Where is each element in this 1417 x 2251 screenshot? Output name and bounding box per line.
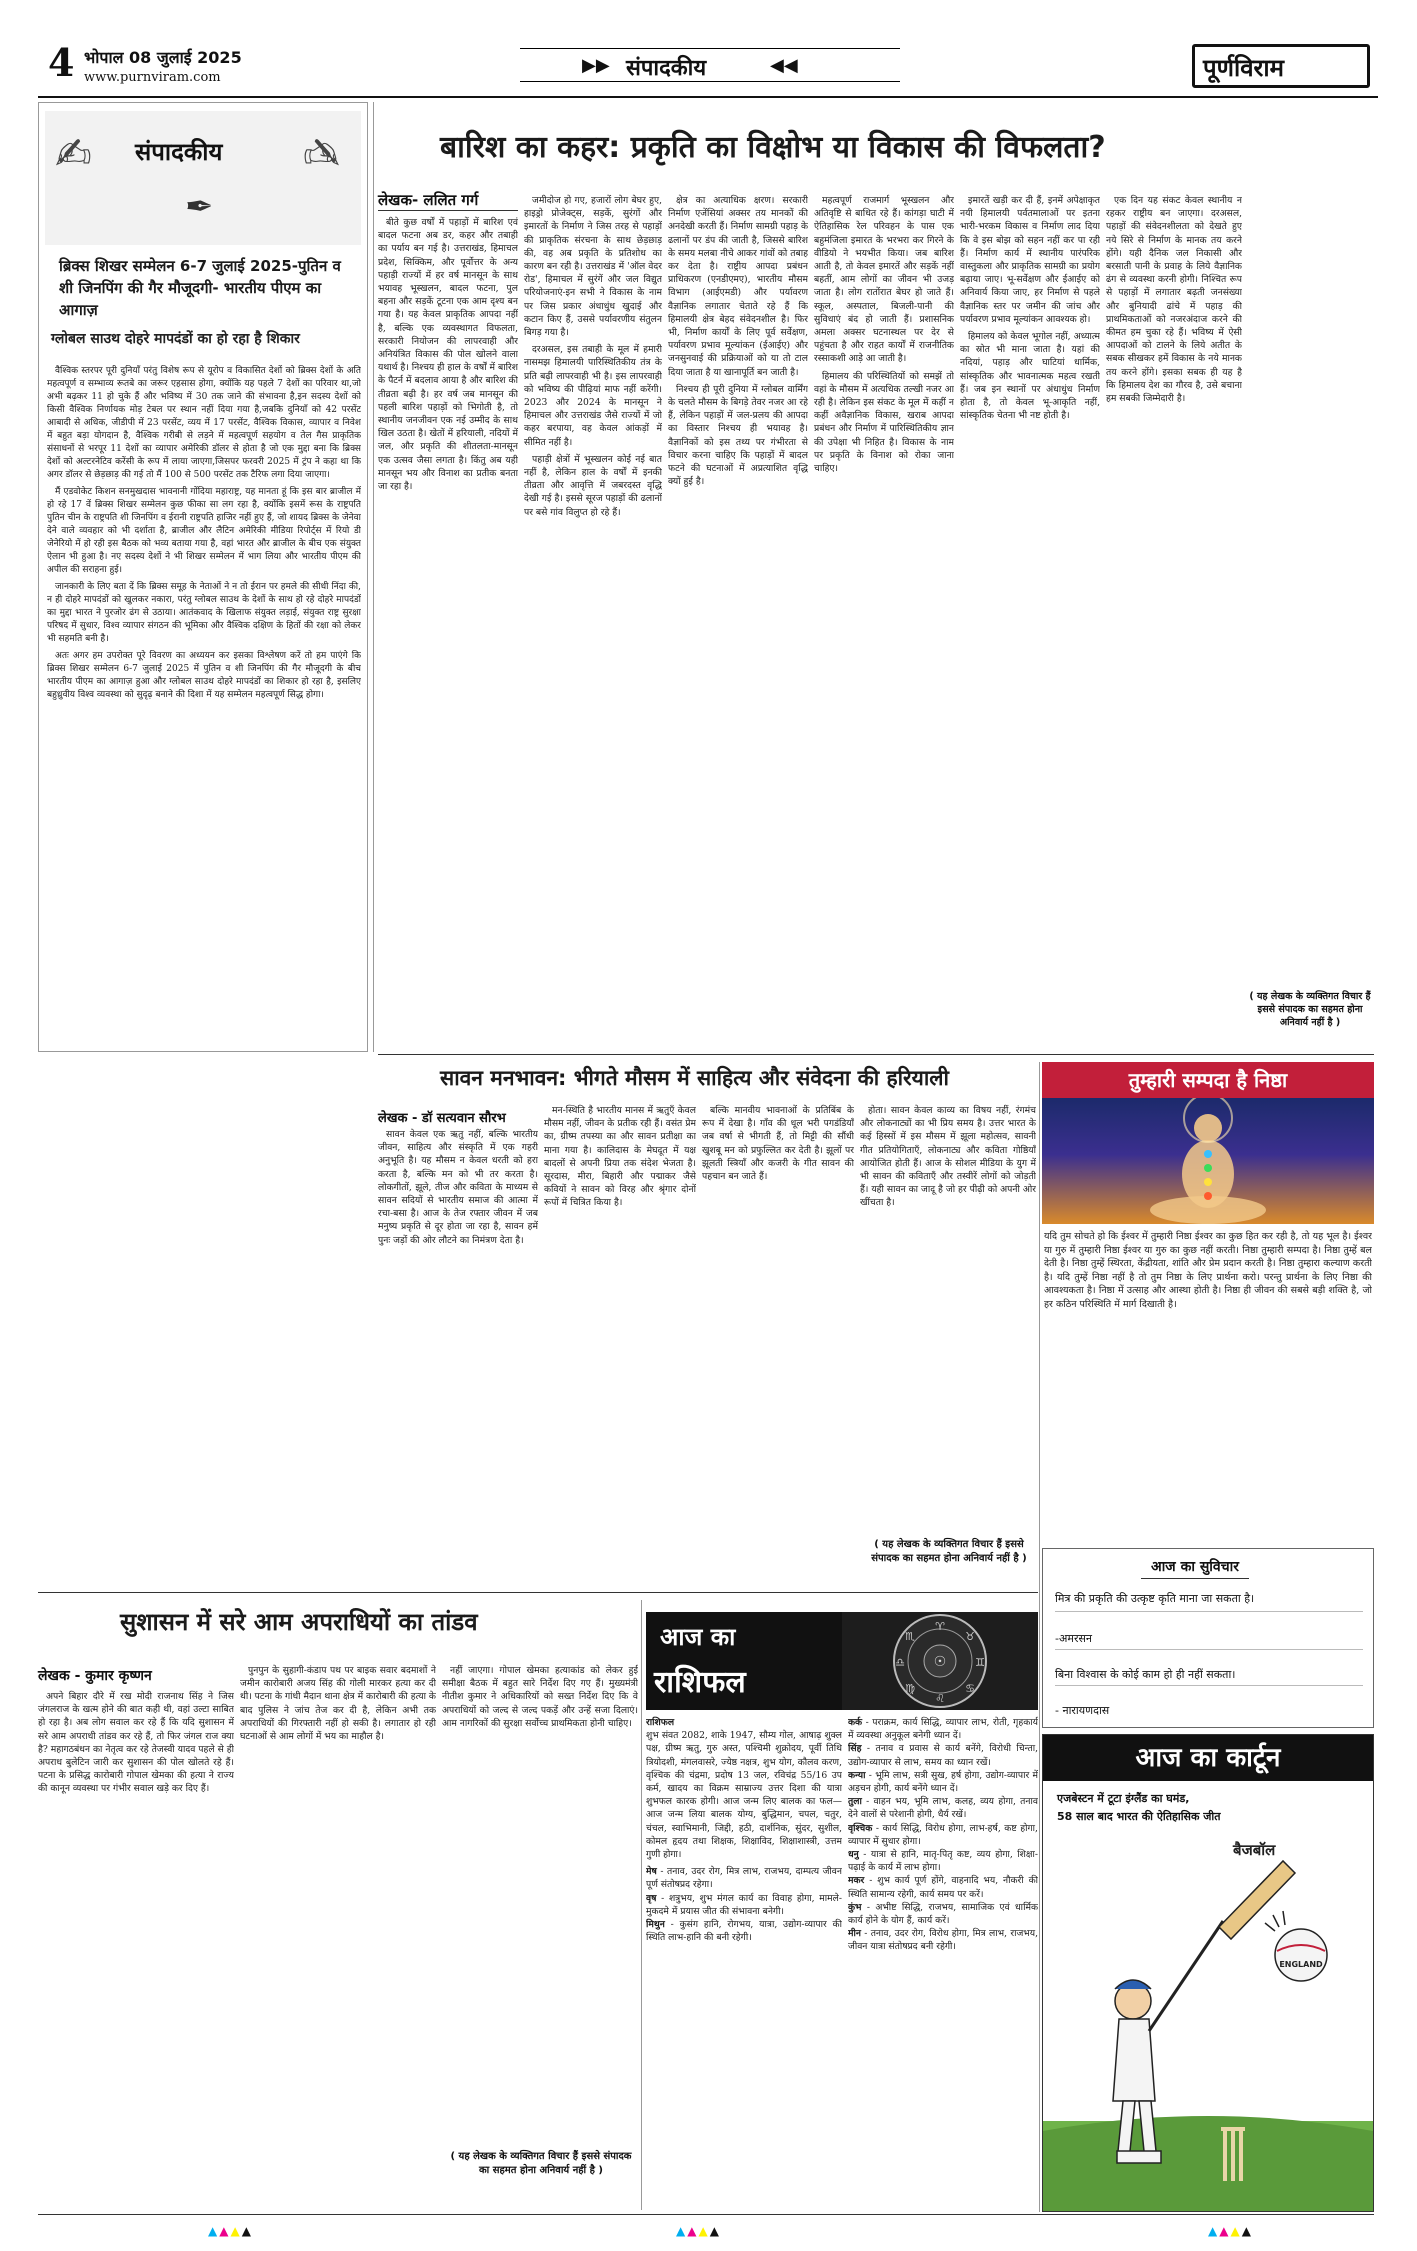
cartoon-illustration <box>1043 1831 1373 2211</box>
cartoon-title: आज का कार्टून <box>1043 1735 1373 1781</box>
promo-title: तुम्हारी सम्पदा है निष्ठा <box>1042 1062 1374 1098</box>
rashi-text: यात्रा से हानि, मातृ-पितृ कष्ट, व्यय होगा, शिक्षा-पढ़ाई के कार्य में लाभ होगा। <box>848 1849 1038 1874</box>
section-rule <box>38 1592 1038 1593</box>
footer-color-marks: ▲▲▲▲ <box>1208 2224 1253 2238</box>
third-disclaimer: ( यह लेखक के व्यक्तिगत विचार हैं इससे संपादक का सहमत होना अनिवार्य नहीं है ) <box>450 2151 632 2176</box>
rashi-text: अभीष्ट सिद्धि, राजभय, सामाजिक एवं धार्मिक कार्य होने के योग हैं, कार्य करें। <box>848 1901 1038 1927</box>
meditation-figure-icon <box>1042 1098 1374 1224</box>
rashi-item: वृश्चिक - कार्य सिद्धि, विरोध होगा, लाभ-हर्ष, कष्ट होगा, व्यापार में सुधार होगा। <box>848 1822 1038 1847</box>
svg-text:♋: ♋ <box>965 1682 975 1695</box>
rashi-text: तनाव, उदर रोग, मित्र लाभ, राजभय, दाम्पत्य जीवन पूर्ण संतोषप्रद रहेगा। <box>646 1866 842 1891</box>
rashi-name: मीन <box>848 1928 861 1940</box>
lead-paragraph: एक दिन यह संकट केवल स्थानीय न रहकर राष्ट्रीय बन जाएगा। दरअसल, पहाड़ों की संवेदनशीलता को देखते हुए नये सिरे से निर्माण के मानक तय करने होंगे। यही दैनिक जल निकासी और बरसाती पानी के प्रवाह के लिये वैज्ञानिक ढंग से व्यवस्था करनी होगी। निश्चित रूप से पहाड़ों में लगातार बढ़ती जनसंख्या और बुनियादी ढांचे में पहाड़ की प्राथमिकताओं को नजरअंदाज करने की कीमत हम चुका रहे हैं। भविष्य में ऐसी आपदाओं को टालने के लिये अतीत के सबक सीखकर हमें विकास के नये मानक तय करने होंगे। इसका सबक ही यह है कि हिमालय देश का गौरव है, उसे बचाना हम सबकी जिम्मेदारी है। <box>1106 195 1242 405</box>
lead-column-4 <box>814 194 954 1046</box>
editorial-headline: ब्रिक्स शिखर सम्मेलन 6-7 जुलाई 2025-पुतिन व शी जिनपिंग की गैर मौजूदगी- भारतीय पीएम का आगाज़ <box>59 257 341 319</box>
editorial-box <box>38 102 368 1052</box>
rashi-item: कुंभ - अभीष्ट सिद्धि, राजभय, सामाजिक एवं धार्मिक कार्य होने के योग हैं, कार्य करें। <box>848 1901 1038 1927</box>
third-byline: लेखक - कुमार कृष्णन <box>38 1668 152 1684</box>
rashi-name: धनु <box>848 1849 859 1861</box>
rashi-text: भूमि लाभ, सत्री सुख, हर्ष होगा, उद्योग-व्यापार में अड़चन होगी, कार्य बनेंगे ध्यान दें। <box>848 1769 1038 1795</box>
rashi-name: तुला <box>848 1796 862 1808</box>
editorial-banner <box>45 111 361 245</box>
section-arrow <box>520 48 900 82</box>
masthead <box>0 0 1417 96</box>
editorial-paragraph: अतः अगर हम उपरोक्त पूरे विवरण का अध्ययन कर इसका विश्लेषण करें तो हम पाएंगे कि ब्रिक्स शिखर सम्मेलन 6-7 जुलाई 2025 में पुतिन व शी जिनपिंग की गैर मौजूदगी के बीच भारतीय पीएम का आगाज़ हुआ और ग्लोबल साउथ दोहरे मापदंडों का शिकार हो रहा है, इसलिए बहुध्रुवीय विश्व व्यवस्था को सुदृढ़ बनाने की दिशा में यह सम्मेलन महत्वपूर्ण सिद्ध होगा। <box>47 651 361 700</box>
lead-paragraph: महत्वपूर्ण राजमार्ग भूस्खलन और अतिवृष्टि से बाधित रहे हैं। कांगड़ा घाटी में ऐतिहासिक रेल परिवहन के पास एक बहुमंजिला इमारत के भरभरा कर गिरने के वीडियो ने भयभीत किया। जब बारिश आती है, तो केवल इमारतें और सड़कें नहीं बहतीं, आम लोगों का जीवन भी उजड़ जाता है। लोग रातोंरात बेघर हो जाते हैं। स्कूल, अस्पताल, बिजली-पानी की सुविधाएं बंद हो जाती हैं। प्रशासनिक अमला अक्सर घटनास्थल पर देर से पहुंचता है और राहत कार्यों में राजनीतिक रस्साकशी आड़े आ जाती है। <box>814 195 954 365</box>
rashi-item: मकर - शुभ कार्य पूर्ण होंगे, वाहनादि भय, नौकरी की स्थिति सामान्य रहेगी, कार्य समय पर करें। <box>848 1875 1038 1900</box>
rashi-name: कन्या <box>848 1769 866 1781</box>
rashifal-column-1 <box>646 1716 842 2206</box>
quote-rule <box>1055 1685 1363 1686</box>
rashi-text: तनाव व प्रवास से कार्य बनेंगे, विरोधी चिन्ता, उद्योग-व्यापार से लाभ, समय का ध्यान रखें। <box>848 1743 1038 1768</box>
zodiac-wheel <box>842 1612 1038 1710</box>
second-paragraph: होता। सावन केवल काव्य का विषय नहीं, रंगमंच और लोकनाट्यों का भी प्रिय समय है। उत्तर भारत के कई हिस्सों में इस मौसम में झूला महोत्सव, सावनी गीत प्रतियोगिताएँ, लोकनाट्य और कविता गोष्ठियाँ आयोजित होती हैं। आज के सोशल मीडिया के युग में भी सावन की कविताएँ और तस्वीरें लोगों को जोड़ती हैं। यही सावन का जादू है जो हर पीढ़ी को अपनी ओर खींचता है। <box>860 1105 1036 1209</box>
third-paragraph: पुनपुन के सुहागी-कंडाप पथ पर बाइक सवार बदमाशों ने जमीन कारोबारी अजय सिंह की गोली मारकर हत्या कर दी थी। पटना के गांधी मैदान थाना क्षेत्र में कारोबारी की हत्या के बाद पुलिस ने जांच तेज कर दी है, लेकिन अभी तक अपराधियों की गिरफ्तारी नहीं हो सकी है। लगातार हो रही घटनाओं से आम लोगों में भय का माहौल है। <box>240 1665 436 1743</box>
ink-pot-icon: ✒ <box>185 187 214 227</box>
quill-hand-icon: ✍ <box>55 129 92 180</box>
lead-column-2 <box>524 194 662 1046</box>
third-column-2 <box>240 1664 436 2206</box>
rashi-name: मिथुन <box>646 1919 665 1931</box>
rashifal-banner-line1: आज का <box>660 1623 736 1651</box>
quotes-box <box>1042 1548 1374 1728</box>
rashi-text: वाहन भय, भूमि लाभ, कलह, व्यय होगा, तनाव देने वालों से परेशानी होगी, धैर्य रखें। <box>848 1796 1038 1821</box>
rashifal-body: शुभ संवत 2082, शाके 1947, सौम्य गोल, आषाढ़ शुक्ल पक्ष, ग्रीष्म ऋतु, गुरु अस्त, पश्चिमी शुक्रोदय, पूर्वी तिथि त्रियोदशी, मंगलवासरे, ज्येष्ठ नक्षत्र, शुभ योग, कौलव करण, वृश्चिक की चंद्रमा, प्रदोष 13 जल, रविचंद्र 55/16 उप कर्म, खादय का विक्रम साम्राज्य उत्तर दिशा की यात्रा शुभफल कारक होगी। आज जन्म लिए बालक का फल— आज जन्म लिया बालक योग्य, बुद्धिमान, चपल, चतुर, चंचल, स्वाभिमानी, जिद्दी, हठी, दार्शनिक, सुंदर, सुशील, कोमल हृदय तथा शिक्षक, शिक्षाविद, शिक्षाशास्त्री, उत्तम गुणी होगा। <box>646 1730 842 1861</box>
footer-color-marks: ▲▲▲▲ <box>676 2224 721 2238</box>
rashi-text: शत्रुभय, शुभ मंगल कार्य का विवाह होगा, मामले-मुकदमे में प्रयास जीत की संभावना बनेगी। <box>646 1892 842 1917</box>
rashi-name: वृश्चिक <box>848 1822 873 1834</box>
column-rule <box>373 102 374 1052</box>
svg-text:♏: ♏ <box>905 1630 915 1643</box>
lead-byline-rule <box>378 210 518 211</box>
quote-rule <box>1055 1611 1363 1612</box>
second-disclaimer: ( यह लेखक के व्यक्तिगत विचार हैं इससे संपादक का सहमत होना अनिवार्य नहीं है ) <box>871 1539 1027 1564</box>
rashi-name: मकर <box>848 1875 865 1887</box>
quote-rule <box>1055 1649 1363 1650</box>
lead-column-6 <box>1106 194 1242 974</box>
third-headline: सुशासन में सरे आम अपराधियों का तांडव <box>120 1608 478 1636</box>
second-column-1 <box>378 1128 538 1588</box>
editorial-paragraph: जानकारी के लिए बता दें कि ब्रिक्स समूह के नेताओं ने न तो ईरान पर हमले की सीधी निंदा की, न ही दोहरे मापदंडों को खुलकर नकारा, परंतु ग्लोबल साउथ के देशों के साथ हो रहे दोहरे मापदंडों का मुद्दा भारत ने पुरजोर ढंग से उठाया। आतंकवाद के खिलाफ संयुक्त लड़ाई, संयुक्त राष्ट्र सुरक्षा परिषद में सुधार, विश्व व्यापार संगठन की भूमिका और वैश्विक दक्षिण के हितों की रक्षा को लेकर भी सहमति बनी है। <box>47 582 361 644</box>
masthead-rule <box>38 96 1378 98</box>
rashi-item: कन्या - भूमि लाभ, सत्री सुख, हर्ष होगा, उद्योग-व्यापार में अड़चन होगी, कार्य बनेंगे ध्यान दें। <box>848 1769 1038 1795</box>
svg-text:♈: ♈ <box>935 1620 945 1633</box>
rashifal-column-2 <box>848 1716 1038 2206</box>
column-rule <box>1039 1062 1040 2212</box>
quote-author: -अमरसन <box>1055 1632 1092 1645</box>
rashi-item: सिंह - तनाव व प्रवास से कार्य बनेंगे, विरोधी चिन्ता, उद्योग-व्यापार से लाभ, समय का ध्यान रखें। <box>848 1743 1038 1768</box>
section-title: संपादकीय <box>626 56 707 81</box>
second-column-3 <box>702 1104 854 1588</box>
svg-text:♎: ♎ <box>895 1656 905 1669</box>
footer-color-marks: ▲▲▲▲ <box>208 2224 253 2238</box>
rashi-text: कार्य सिद्धि, विरोध होगा, लाभ-हर्ष, कष्ट होगा, व्यापार में सुधार होगा। <box>848 1822 1038 1847</box>
quill-hand-icon: ✍ <box>303 129 340 180</box>
lead-column-3 <box>668 194 808 1046</box>
quote-text: मित्र की प्रकृति की उत्कृष्ट कृति माना जा सकता है। <box>1055 1592 1255 1605</box>
section-arrow-icon: ◀◀ <box>770 55 798 76</box>
lead-paragraph: हिमालय की परिस्थितियों को समझें तो वहां के मौसम में अत्यधिक तल्खी नजर आ रही है। लेकिन इस संकट के मूल में कहीं न कहीं अवैज्ञानिक विकास, खराब आपदा प्रबंधन और निर्माण में पारिस्थितिकीय ज्ञान की उपेक्षा भी निहित है। विकास के नाम पर प्रकृति के विनाश को रोका जाना चाहिए। <box>814 370 954 475</box>
website: www.purnviram.com <box>84 70 221 85</box>
rashifal-banner <box>646 1612 842 1710</box>
rashi-text: शुभ कार्य पूर्ण होंगे, वाहनादि भय, नौकरी की स्थिति सामान्य रहेगी, कार्य समय पर करें। <box>848 1875 1038 1900</box>
second-paragraph: बल्कि मानवीय भावनाओं के प्रतिबिंब के रूप में देखा है। गाँव की धूल भरी पगडंडियाँ जब वर्षा से भीगती हैं, तो मिट्टी की सौंधी खुशबू मन को प्रफुल्लित कर देती है। झूलों पर झूलती स्त्रियाँ और कजरी के गीत सावन की पहचान बन जाते हैं। <box>702 1105 854 1183</box>
cartoon-box <box>1042 1734 1374 2212</box>
rashifal-intro: राशिफल <box>646 1717 675 1728</box>
promo-body: यदि तुम सोचते हो कि ईश्वर में तुम्हारी निष्ठा ईश्वर का कुछ हित कर रही है, तो यह भूल है। ईश्वर या गुरु में तुम्हारी निष्ठा ईश्वर या गुरु का कुछ नहीं करती। निष्ठा तुम्हारी सम्पदा है। निष्ठा तुम्हें बल देती है। निष्ठा तुम्हें स्थिरता, केंद्रीयता, शांति और प्रेम प्रदान करती है। निष्ठा तुम्हारा कल्याण करती है। यदि तुम्हें निष्ठा नहीं है तो तुम निष्ठा के लिए प्रार्थना करो। परन्तु प्रार्थना के लिए निष्ठा की आवश्यकता है। निष्ठा में उत्साह और आस्था होती है। निष्ठा ही जीवन की सबसे बड़ी शक्ति है, जो हर कठिन परिस्थिति में मार्ग दिखाती है। <box>1044 1231 1372 1310</box>
rashi-item: कर्क - पराक्रम, कार्य सिद्धि, व्यापार लाभ, रोती, गृहकार्य में व्यवस्था अनुकूल बनेगी ध्यान दें। <box>848 1717 1038 1742</box>
lead-disclaimer: ( यह लेखक के व्यक्तिगत विचार हैं इससे संपादक का सहमत होना अनिवार्य नहीं है ) <box>1249 991 1371 1028</box>
third-paragraph: नहीं जाएगा। गोपाल खेमका हत्याकांड को लेकर हुई समीक्षा बैठक में बहुत सारे निर्देश दिए गए हैं। मुख्यमंत्री नीतीश कुमार ने अधिकारियों को सख्त निर्देश दिए कि वे अपराधियों को जल्द से जल्द पकड़ें और उन्हें सजा दिलाएं। आम नागरिकों की सुरक्षा सर्वोच्च प्राथमिकता होनी चाहिए। <box>442 1665 638 1729</box>
ball-label: ENGLAND <box>1279 1960 1323 1969</box>
rashi-item: मिथुन - कुसंग हानि, रोगभय, यात्रा, उद्योग-व्यापार की स्थिति लाभ-हानि की बनी रहेगी। <box>646 1919 842 1944</box>
rashi-name: कर्क <box>848 1717 863 1728</box>
quotes-title: आज का सुविचार <box>1141 1555 1249 1579</box>
svg-text:♉: ♉ <box>965 1630 975 1643</box>
editorial-paragraph: वैश्विक स्तरपर पूरी दुनियाँ परंतु विशेष रूप से यूरोप व विकासित देशों को ब्रिक्स देशों के अति महत्वपूर्ण व सम्भाव्य रूतबे का जरूर एहसास होगा, क्योंकि यह पहले 7 देशों का परिवार था,जो अभी बढ़कर 11 हो चुके हैं और भविष्य में 30 तक जाने की संभावना है,इन सदस्य देशों को किसी वैश्विक निर्णायक मोड़ टेबल पर स्थान नहीं दिया गया है,जबकि दुनियाँ को 42 परसेंट आबादी से अधिक, जीडीपी में 23 परसेंट, व्यय में 17 परसेंट, वैश्विक विकास, व्यापार व निवेश में बहुत बड़ा योगदान है, वैश्विक गरीबी से लड़ने में महत्वपूर्ण सहयोग व तेल गैस प्राकृतिक संसाधनों से भरपूर 11 देशों का व्यापार अमेरिकी डॉलर से होता है जो एक मुद्दा बना कि ब्रिक्स देशों को अल्टरनेटिव करेंसी के रूप में लाया जाएगा,जिसपर फरवरी 2025 में ट्रंप ने कहा था कि अगर डॉलर से छेड़छाड़ की गई तो मैं 100 से 500 परसेंट तक टैरिफ लगा दिया जाएगा। <box>47 366 361 480</box>
page-number: 4 <box>48 40 75 85</box>
editorial-label: संपादकीय <box>135 137 223 166</box>
brand-name: पूर्णविराम <box>1203 54 1284 82</box>
cartoon-caption-1: एजबेस्टन में टूटा इंग्लैंड का घमंड, <box>1057 1792 1190 1805</box>
rashi-text: कुसंग हानि, रोगभय, यात्रा, उद्योग-व्यापार की स्थिति लाभ-हानि की बनी रहेगी। <box>646 1919 842 1944</box>
rashi-item: मीन - तनाव, उदर रोग, विरोध होगा, मित्र लाभ, राजभय, जीवन यात्रा संतोषप्रद बनी रहेगी। <box>848 1928 1038 1953</box>
lead-column-5 <box>960 194 1100 1046</box>
cartoon-caption-2: 58 साल बाद भारत की ऐतिहासिक जीत <box>1057 1810 1221 1823</box>
lead-headline: बारिश का कहर: प्रकृति का विक्षोभ या विकास की विफलता? <box>440 130 1106 165</box>
second-byline: लेखक - डॉ सत्यवान सौरभ <box>378 1111 506 1126</box>
svg-text:♊: ♊ <box>975 1656 985 1669</box>
lead-column-7 <box>1246 194 1374 984</box>
meditation-image <box>1042 1098 1374 1224</box>
zodiac-wheel-icon <box>842 1612 1038 1710</box>
section-arrow-icon: ▶▶ <box>582 55 610 76</box>
rashifal-banner-line2: राशिफल <box>654 1665 746 1700</box>
lead-paragraph: निश्चय ही पूरी दुनिया में ग्लोबल वार्मिंग के चलते मौसम के बिगड़े तेवर नजर आ रहे हैं, लेकिन पहाड़ों में जल-प्रलय की आपदा का विस्तार निश्चय ही भयावह है। वैज्ञानिकों को इस तथ्य पर गंभीरता से विचार करना चाहिए कि पहाड़ों में बादल फटने की घटनाओं में अप्रत्याशित वृद्धि क्यों हुई है। <box>668 383 808 488</box>
second-paragraph: मन-स्थिति है भारतीय मानस में ऋतुएँ केवल मौसम नहीं, जीवन के प्रतीक रही हैं। वसंत प्रेम का, ग्रीष्म तपस्या का और सावन प्रतीक्षा का माना गया है। कालिदास के मेघदूत में यक्ष बादलों से अपनी प्रिया तक संदेश भेजता है। सूरदास, मीरा, बिहारी और पद्माकर जैसे कवियों ने सावन को विरह और श्रृंगार दोनों रूपों में चित्रित किया है। <box>544 1105 696 1209</box>
second-headline: सावन मनभावन: भीगते मौसम में साहित्य और संवेदना की हरियाली <box>440 1066 949 1090</box>
promo-box <box>1042 1062 1374 1544</box>
third-column-1 <box>38 1690 234 2206</box>
column-rule <box>641 1600 642 2210</box>
quote-text: बिना विश्वास के कोई काम हो ही नहीं सकता। <box>1055 1668 1236 1681</box>
lead-byline: लेखक- ललित गर्ग <box>378 191 479 209</box>
rashi-item: वृष - शत्रुभय, शुभ मंगल कार्य का विवाह होगा, मामले-मुकदमे में प्रयास जीत की संभावना बनेगी। <box>646 1892 842 1917</box>
lead-paragraph: जमीदोज हो गए, हजारों लोग बेघर हुए, हाइड्रो प्रोजेक्ट्स, सड़कें, सुरंगों और इमारतों के निर्माण ने जिस तरह से पहाड़ों की प्राकृतिक संरचना के साथ छेड़छाड़ की, वह अब प्रकृति के प्रतिशोध का कारण बन रही है। उत्तराखंड में 'ऑल वेदर रोड', हिमाचल में सुरंगें और जल विद्युत परियोजनाएं-इन सभी ने विकास के नाम पर जिस प्रकार अंधाधुंध खुदाई और कटान किए हैं, उससे पर्यावरणीय संतुलन बिगड़ गया है। <box>524 195 662 339</box>
lead-column-1 <box>378 216 518 1046</box>
lead-paragraph: दरअसल, इस तबाही के मूल में हमारी नासमझ हिमालयी पारिस्थितिकीय तंत्र के प्रति बढ़ी लापरवाही भी है। इस लापरवाही को भविष्य की पीढ़ियां माफ नहीं करेंगी। 2023 और 2024 के मानसून ने हिमाचल और उत्तराखंड जैसे राज्यों में जो कहर बरपाया, वह केवल आंकड़ों में सीमित नहीं है। <box>524 344 662 448</box>
rashi-text: पराक्रम, कार्य सिद्धि, व्यापार लाभ, रोती, गृहकार्य में व्यवस्था अनुकूल बनेगी ध्यान दें। <box>848 1717 1038 1742</box>
rashi-item: तुला - वाहन भय, भूमि लाभ, कलह, व्यय होगा, तनाव देने वालों से परेशानी होगी, धैर्य रखें। <box>848 1796 1038 1821</box>
svg-text:♍: ♍ <box>905 1682 915 1695</box>
third-paragraph: अपने बिहार दौरे में रख मोदी राजनाथ सिंह ने जिस जंगलराज के खत्म होने की बात कही थी, वहां उल्टा साबित हो रहा है। अब लोग सवाल कर रहे हैं कि यदि सुशासन में सरे आम अपराधी तांडव कर रहे हैं, तो फिर जंगल राज क्या है? महागठबंधन का नेतृत्व कर रहे तेजस्वी यादव पहले से ही अपराध बुलेटिन जारी कर सुशासन की पोल खोलते रहे हैं। पटना के प्रसिद्ध कारोबारी गोपाल खेमका की हत्या ने राज्य की कानून व्यवस्था पर गंभीर सवाल खड़े कर दिए हैं। <box>38 1691 234 1795</box>
rashi-name: मेष <box>646 1866 657 1878</box>
date-line: भोपाल 08 जुलाई 2025 <box>84 48 242 67</box>
second-column-2 <box>544 1104 696 1588</box>
lead-paragraph: हिमालय को केवल भूगोल नहीं, अध्यात्म का स्रोत भी माना जाता है। यहां की नदियां, पहाड़ और घाटियां धार्मिक, सांस्कृतिक और भावनात्मक महत्व रखती हैं। जब इन स्थानों पर अंधाधुंध निर्माण होता है, तो केवल भू-आकृति नहीं, सांस्कृतिक चेतना भी नष्ट होती है। <box>960 331 1100 422</box>
section-rule <box>378 1054 1374 1055</box>
editorial-subhead: ग्लोबल साउथ दोहरे मापदंडों का हो रहा है शिकार <box>51 331 300 347</box>
editorial-paragraph: मैं एडवोकेट किशन सनमुखदास भावनानी गोंदिया महाराष्ट्र, यह मानता हूं कि इस बार ब्राजील में हो रहे 17 वें ब्रिक्स शिखर सम्मेलन कुछ फीका सा लग रहा है, क्योंकि इसमें रूस के राष्ट्रपति पुतिन चीन के राष्ट्रपति शी जिनपिंग व ईरानी राष्ट्रपति हाजिर नहीं हुए हैं, जो शायद ब्रिक्स के जेनेवा देने वाले व्यवहार को भी दर्शाता है, ब्राजील और लैटिन अमेरिकी मीडिया रिपोर्ट्स में रियो डी जेनेरियो में हो रही इस बैठक को भव्य बताया गया है, वहां भारत और ब्राजील के बीच एक संयुक्त ऐलान भी हुआ है। नए सदस्य देशों ने भी शिखर सम्मेलन में भाग लिया और भारतीय पीएम की अपील की सराहना हुई। <box>47 487 361 575</box>
svg-text:♌: ♌ <box>935 1692 945 1705</box>
brand-logo <box>1192 44 1370 88</box>
editorial-body <box>47 365 361 1045</box>
footer-rule <box>38 2214 1374 2215</box>
second-column-4 <box>860 1104 1036 1524</box>
rashi-item: धनु - यात्रा से हानि, मातृ-पितृ कष्ट, व्यय होगा, शिक्षा-पढ़ाई के कार्य में लाभ होगा। <box>848 1849 1038 1874</box>
lead-paragraph: इमारतें खड़ी कर दी हैं, इनमें अपेक्षाकृत नयी हिमालयी पर्वतमालाओं पर इतना भारी-भरकम विकास व निर्माण लाद दिया कि वे इस बोझ को सहन नहीं कर पा रही हैं। निर्माण कार्य में स्थानीय पारंपरिक वास्तुकला और प्राकृतिक सामग्री का प्रयोग बढ़ाया जाए। भू-सर्वेक्षण और ईआईए को अनिवार्य किया जाए, हर निर्माण से पहले वैज्ञानिक स्तर पर जमीन की जांच और पर्यावरण प्रभाव मूल्यांकन आवश्यक हो। <box>960 195 1100 325</box>
bat-label: बैजबॉल <box>1233 1841 1276 1859</box>
rashi-name: कुंभ <box>848 1901 862 1913</box>
rashi-name: वृष <box>646 1892 657 1904</box>
second-paragraph: सावन केवल एक ऋतु नहीं, बल्कि भारतीय जीवन, साहित्य और संस्कृति में एक गहरी अनुभूति है। यह मौसम न केवल धरती को हरा करता है, बल्कि मन को भी तर करता है। लोकगीतों, झूले, तीज और कविता के माध्यम से सावन सदियों से भारतीय समाज की आत्मा में रचा-बसा है। आज के तेज रफ्तार जीवन में जब मनुष्य प्रकृति से दूर होता जा रहा है, सावन हमें पुनः जड़ों की ओर लौटने का निमंत्रण देता है। <box>378 1129 538 1246</box>
rashi-text: तनाव, उदर रोग, विरोध होगा, मित्र लाभ, राजभय, जीवन यात्रा संतोषप्रद बनी रहेगी। <box>848 1928 1038 1953</box>
lead-paragraph: पहाड़ी क्षेत्रों में भूस्खलन कोई नई बात नहीं है, लेकिन हाल के वर्षों में इनकी तीव्रता और आवृत्ति में जबरदस्त वृद्धि देखी गई है। इससे सूरज पहाड़ों की ढलानों पर बसे गांव विलुप्त हो रहे हैं। <box>524 453 662 518</box>
svg-text:☉: ☉ <box>933 1654 947 1670</box>
lead-paragraph: बीते कुछ वर्षों में पहाड़ों में बारिश एवं बादल फटना अब डर, कहर और तबाही का पर्याय बन गई है। उत्तराखंड, हिमाचल प्रदेश, सिक्किम, और पूर्वोत्तर के अन्य पहाड़ी राज्यों में हर वर्ष मानसून के साथ भयावह भूस्खलन, बादल फटना, पुल बहना और सड़कें टूटना एक आम दृश्य बन गया है। यह केवल प्राकृतिक आपदा नहीं है, बल्कि एक व्यवस्थागत विफलता, सरकारी नियोजन की लापरवाही और अनियंत्रित विकास की पोल खोलने वाला यथार्थ है। निश्चय ही हाल के वर्षों में बारिश के पैटर्न में बदलाव आया है और बारिश की तीव्रता बढ़ी है। हर वर्ष जब मानसून की पहली बारिश पहाड़ों को भिगोती है, तो स्थानीय जनजीवन एक नई उम्मीद के साथ खिल उठता है। खेतों में हरियाली, नदियों में जल, और प्रकृति की शीतलता-मानसून एक उत्सव जैसा लगता है। किंतु अब यही मानसून भय और विनाश का प्रतीक बनता जा रहा है। <box>378 217 518 493</box>
rashi-name: सिंह <box>848 1743 862 1755</box>
rashi-item: मेष - तनाव, उदर रोग, मित्र लाभ, राजभय, दाम्पत्य जीवन पूर्ण संतोषप्रद रहेगा। <box>646 1866 842 1891</box>
quote-author: - नारायणदास <box>1055 1704 1110 1717</box>
third-column-3 <box>442 1664 638 2140</box>
lead-paragraph: क्षेत्र का अत्याधिक क्षरण। सरकारी निर्माण एजेंसियां अक्सर तय मानकों की अनदेखी करती हैं। निर्माण सामग्री पहाड़ के ढलानों पर डंप की जाती है, जिससे बारिश के समय मलबा नीचे आकर गांवों को तबाह कर देता है। राष्ट्रीय आपदा प्रबंधन प्राधिकरण (एनडीएमए), भारतीय मौसम विभाग (आईएमडी) और पर्यावरण वैज्ञानिक लगातार चेताते रहे हैं कि हिमालयी क्षेत्र बेहद संवेदनशील है। फिर भी, निर्माण कार्यों के लिए पूर्व सर्वेक्षण, पर्यावरण प्रभाव मूल्यांकन (ईआईए) और जनसुनवाई की प्रक्रियाओं को या तो टाल दिया जाता है या खानापूर्ति बन जाती है। <box>668 195 808 378</box>
